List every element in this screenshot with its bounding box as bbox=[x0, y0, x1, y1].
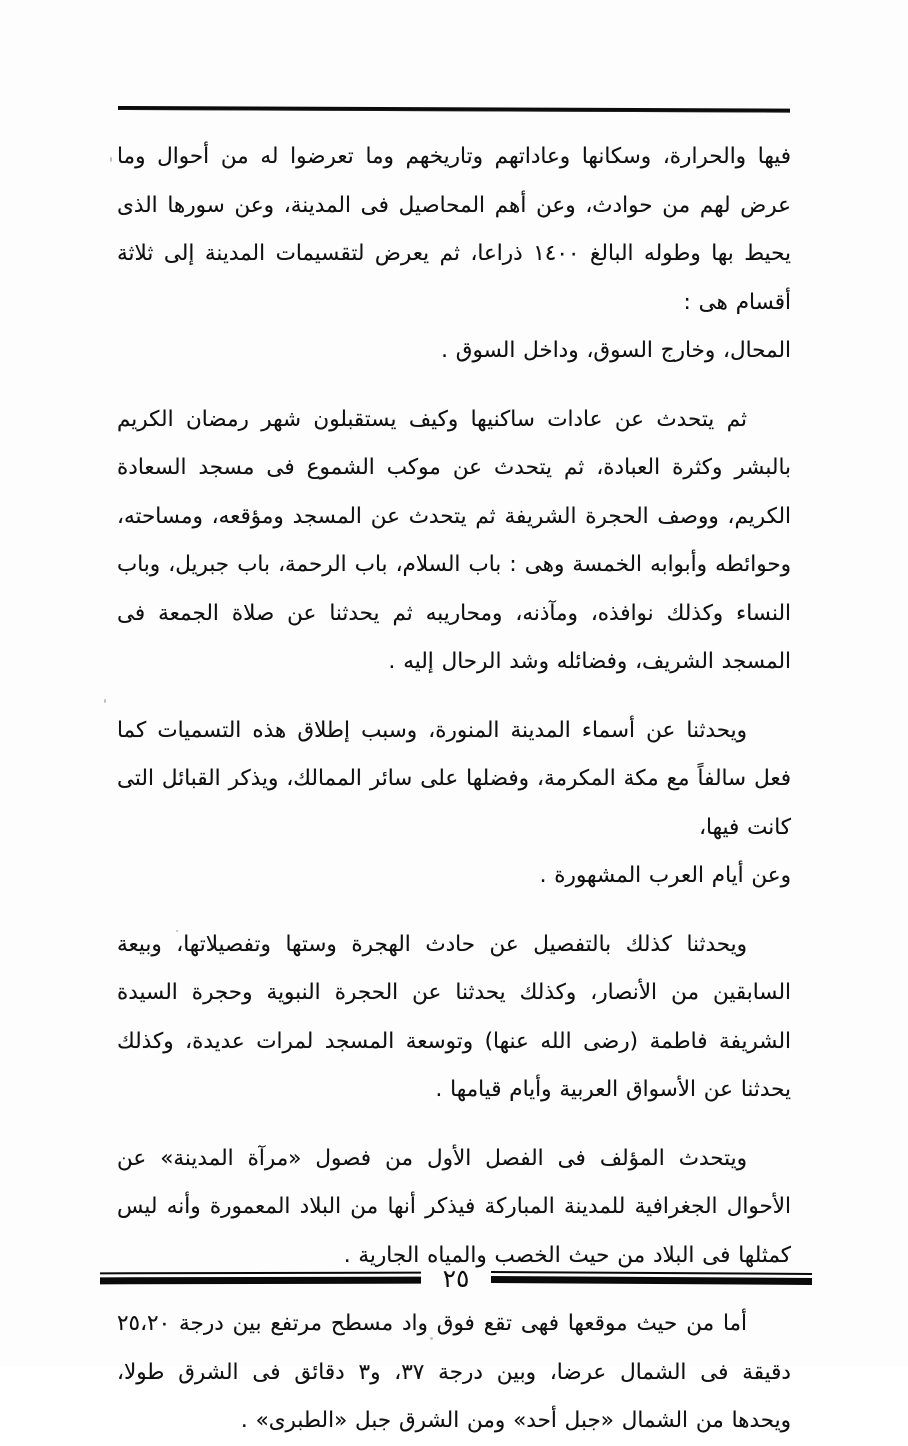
footer-rule-left bbox=[100, 1271, 421, 1285]
footer-rule-left-thick bbox=[100, 1276, 421, 1284]
paragraph-4-text: ويحدثنا كذلك بالتفصيل عن حادث الهجرة وستها وتفصيلاتها، وبيعة السابقين من الأنصار، وكذلك يحدثنا عن الحجرة النبوية وحجرة السيدة الشريفة فاطمة (رضى الله عنها) وتوسعة المسجد لمرات عديدة، وكذلك يحدثنا عن الأسواق العربية وأيام قيامها . bbox=[117, 931, 791, 1102]
paragraph-1 bbox=[117, 133, 791, 376]
paragraph-6-text: أما من حيث موقعها فهى تقع فوق واد مسطح مرتفع بين درجة ٢٥،٢٠ دقيقة فى الشمال عرضا، وبين درجة ٣٧، و٣ دقائق فى الشرق طولا، ويحدها من الشمال «جبل أحد» ومن الشرق جبل «الطبرى» . bbox=[117, 1311, 792, 1433]
paragraph-1-tail: المحال، وخارج السوق، وداخل السوق . bbox=[441, 338, 791, 363]
paragraph-6 bbox=[117, 1300, 791, 1446]
paragraph-1-text: فيها والحرارة، وسكانها وعاداتهم وتاريخهم وما تعرضوا له من أحوال وما عرض لهم من حوادث، وعن أهم المحاصيل فى المدينة، وعن سورها الذى يحيط بها وطوله البالغ ١٤٠٠ ذراعا، ثم يعرض لتقسيمات المدينة إلى ثلاثة أقسام هى : bbox=[117, 144, 791, 315]
scan-speck bbox=[104, 699, 106, 703]
page-footer bbox=[100, 1258, 812, 1298]
paragraph-3 bbox=[117, 707, 791, 901]
footer-rule-right bbox=[491, 1271, 812, 1286]
footer-rule-left-thin bbox=[100, 1271, 421, 1274]
scan-speck bbox=[176, 930, 178, 932]
paragraph-3-tail: وعن أيام العرب المشهورة . bbox=[539, 863, 791, 888]
paragraph-2 bbox=[117, 396, 791, 687]
scan-speck bbox=[110, 157, 112, 162]
paragraph-4 bbox=[117, 921, 791, 1115]
header-rule bbox=[118, 106, 790, 113]
paragraph-5-text: ويتحدث المؤلف فى الفصل الأول من فصول «مرآة المدينة» عن الأحوال الجغرافية للمدينة المباركة فيذكر أنها من البلاد المعمورة وأنه ليس كمثلها فى البلاد من حيث الخصب والمياه الجارية . bbox=[117, 1145, 791, 1268]
scan-speck bbox=[430, 1337, 433, 1340]
page-number: ٢٥ bbox=[442, 1263, 470, 1293]
footer-rule-right-thick bbox=[491, 1276, 812, 1285]
footer-rule-right-thin bbox=[491, 1271, 812, 1275]
paragraph-2-text: ثم يتحدث عن عادات ساكنيها وكيف يستقبلون شهر رمضان الكريم بالبشر وكثرة العبادة، ثم يتحدث عن موكب الشموع فى مسجد السعادة الكريم، ووصف الحجرة الشريفة ثم يتحدث عن المسجد ومؤقعه، ومساحته، وحوائطه وأبوابه الخمسة وهى : باب السلام، باب الرحمة، باب جبريل، وباب النساء وكذلك نوافذه، ومآذنه، ومحاريبه ثم يحدثنا عن صلاة الجمعة فى المسجد الشريف، وفضائله وشد الرحال إليه . bbox=[117, 406, 791, 674]
paragraph-3-text: ويحدثنا عن أسماء المدينة المنورة، وسبب إطلاق هذه التسميات كما فعل سالفاً مع مكة المكرمة، وفضلها على سائر الممالك، ويذكر القبائل التى كانت فيها، bbox=[117, 717, 791, 840]
page-text-block bbox=[117, 133, 791, 1446]
